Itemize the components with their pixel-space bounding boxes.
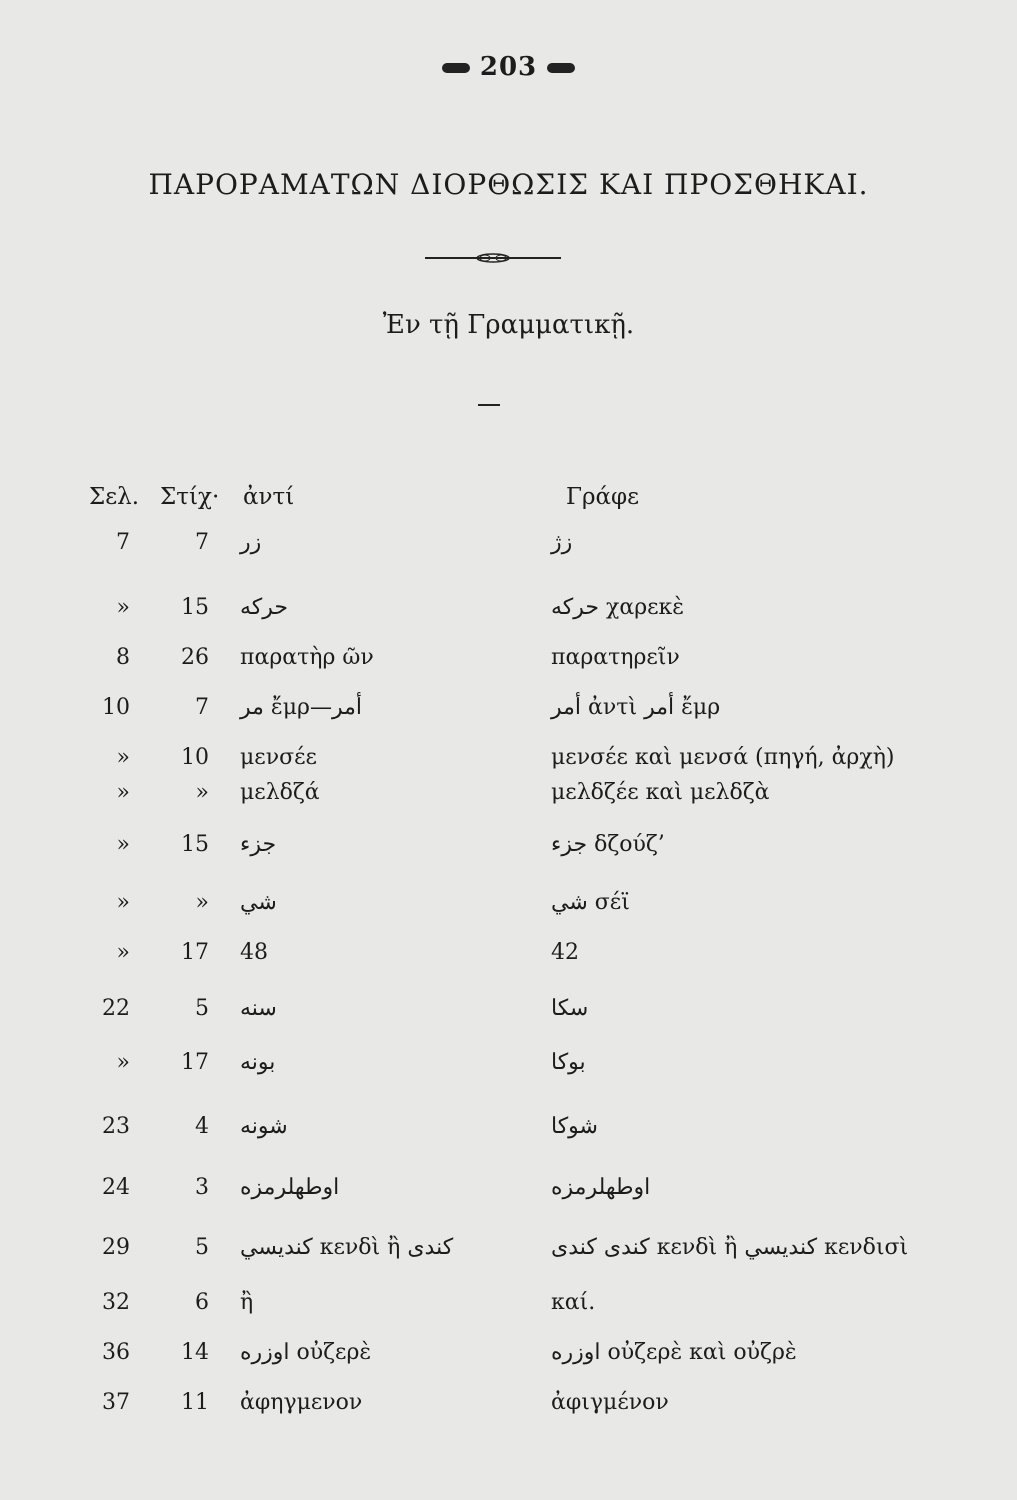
- row-write: زژ: [551, 530, 573, 555]
- table-row: [0, 890, 1017, 930]
- row-write: ἀφιγμένον: [551, 1390, 669, 1415]
- row-page: 29: [102, 1235, 130, 1260]
- row-page: »: [116, 1050, 130, 1075]
- header-line: Στίχ·: [160, 484, 220, 510]
- row-write: اوطهلرمزه: [551, 1175, 651, 1200]
- row-page: 10: [102, 695, 130, 720]
- page-number-header: [0, 52, 1017, 82]
- row-instead: μενσέε: [240, 745, 317, 770]
- row-write: 42: [551, 940, 579, 965]
- row-instead: كنديسي κενδὶ ἢ كندى: [240, 1235, 454, 1260]
- row-line: »: [195, 780, 209, 805]
- table-row: [0, 1114, 1017, 1154]
- table-row: [0, 530, 1017, 570]
- row-write: أمر ἀντὶ أمر ἔμρ: [551, 695, 721, 720]
- table-row: [0, 832, 1017, 872]
- row-line: 17: [181, 1050, 209, 1075]
- row-line: 15: [181, 832, 209, 857]
- page-title: ΠΑΡΟΡΑΜΑΤΩΝ ΔΙΟΡΘΩΣΙΣ ΚΑΙ ΠΡΟΣΘΗΚΑΙ.: [148, 168, 869, 201]
- table-row: [0, 1340, 1017, 1380]
- table-row: [0, 940, 1017, 980]
- row-instead: ἀφηγμενον: [240, 1390, 363, 1415]
- row-line: 4: [195, 1114, 209, 1139]
- row-instead: مر ἔμρ—أمر: [240, 695, 363, 720]
- row-write: παρατηρεῖν: [551, 645, 680, 670]
- row-write: اوزره οὐζερὲ καὶ οὐζρὲ: [551, 1340, 797, 1365]
- row-instead: ἢ: [240, 1290, 254, 1315]
- row-line: 17: [181, 940, 209, 965]
- row-line: 6: [195, 1290, 209, 1315]
- row-page: 8: [116, 645, 130, 670]
- row-line: 15: [181, 595, 209, 620]
- table-row: [0, 780, 1017, 820]
- row-instead: اوزره οὐζερὲ: [240, 1340, 372, 1365]
- row-instead: زر: [240, 530, 262, 555]
- right-ornament-icon: [547, 63, 575, 73]
- row-line: 14: [181, 1340, 209, 1365]
- row-page: 32: [102, 1290, 130, 1315]
- row-page: »: [116, 940, 130, 965]
- row-instead: μελδζά: [240, 780, 320, 805]
- row-write: شوكا: [551, 1114, 598, 1139]
- row-page: 23: [102, 1114, 130, 1139]
- row-page: »: [116, 832, 130, 857]
- row-instead: اوطهلرمزه: [240, 1175, 340, 1200]
- ornamental-divider-icon: [425, 253, 561, 263]
- row-page: 24: [102, 1175, 130, 1200]
- table-row: [0, 1050, 1017, 1090]
- row-instead: شونه: [240, 1114, 288, 1139]
- row-page: »: [116, 745, 130, 770]
- table-row: [0, 1175, 1017, 1215]
- left-ornament-icon: [442, 63, 470, 73]
- row-instead: شي: [240, 890, 277, 915]
- row-page: 36: [102, 1340, 130, 1365]
- row-page: »: [116, 780, 130, 805]
- row-write: جزء δζούζ’: [551, 832, 665, 857]
- table-row: [0, 695, 1017, 735]
- row-instead: 48: [240, 940, 268, 965]
- row-page: 37: [102, 1390, 130, 1415]
- row-page: 7: [116, 530, 130, 555]
- row-write: بوكا: [551, 1050, 586, 1075]
- row-line: 7: [195, 530, 209, 555]
- short-rule: [478, 404, 500, 406]
- row-instead: حركه: [240, 595, 289, 620]
- table-row: [0, 645, 1017, 685]
- row-write: μενσέε καὶ μενσά (πηγή, ἀρχὴ): [551, 745, 895, 770]
- row-page: »: [116, 595, 130, 620]
- row-line: 7: [195, 695, 209, 720]
- row-page: »: [116, 890, 130, 915]
- table-row: [0, 1390, 1017, 1430]
- row-line: 10: [181, 745, 209, 770]
- row-write: حركه χαρεκὲ: [551, 595, 685, 620]
- table-row: [0, 996, 1017, 1036]
- row-line: 3: [195, 1175, 209, 1200]
- row-line: 5: [195, 996, 209, 1021]
- table-row: [0, 1290, 1017, 1330]
- row-write: καί.: [551, 1290, 596, 1315]
- table-row: [0, 745, 1017, 785]
- row-write: كندى كندى κενδὶ ἢ كنديسي κενδισὶ: [551, 1235, 909, 1260]
- row-instead: بونه: [240, 1050, 276, 1075]
- header-instead: ἀντί: [243, 484, 295, 510]
- row-instead: παρατὴρ ῶν: [240, 645, 374, 670]
- page-number: 203: [479, 52, 538, 82]
- row-instead: سنه: [240, 996, 277, 1021]
- row-write: سكا: [551, 996, 589, 1021]
- header-write: Γράφε: [566, 484, 640, 510]
- row-write: شي σέϊ: [551, 890, 630, 915]
- row-line: 26: [181, 645, 209, 670]
- table-row: [0, 595, 1017, 635]
- header-page: Σελ.: [89, 484, 140, 510]
- section-title: Ἐν τῇ Γραμματικῇ.: [382, 310, 635, 340]
- row-line: »: [195, 890, 209, 915]
- row-instead: جزء: [240, 832, 277, 857]
- row-page: 22: [102, 996, 130, 1021]
- row-write: μελδζέε καὶ μελδζὰ: [551, 780, 770, 805]
- table-row: [0, 1235, 1017, 1275]
- row-line: 11: [181, 1390, 209, 1415]
- row-line: 5: [195, 1235, 209, 1260]
